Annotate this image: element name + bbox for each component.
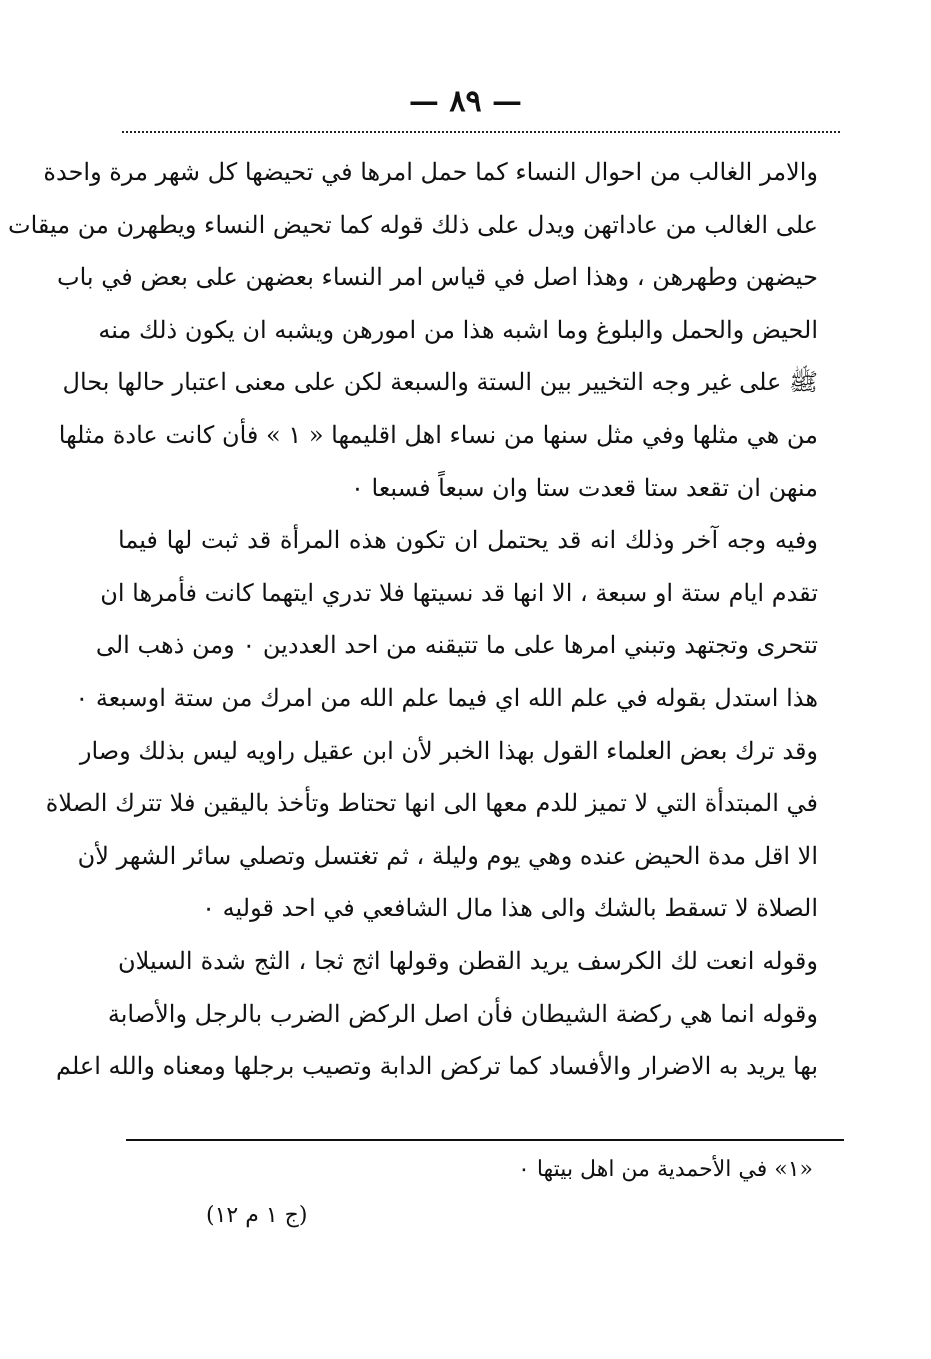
text-line: ﷺ على غير وجه التخيير بين الستة والسبعة لكن على معنى اعتبار حالها بحال [62,368,818,397]
text-line: وقوله انعت لك الكرسف يريد القطن وقولها اثج ثجا ، الثج شدة السيلان [118,946,818,975]
text-line: من هي مثلها وفي مثل سنها من نساء اهل اقليمها « ١ » فأن كانت عادة مثلها [58,420,818,449]
text-line: الا اقل مدة الحيض عنده وهي يوم وليلة ، ثم تغتسل وتصلي سائر الشهر لأن [77,841,818,870]
text-line: وقوله انما هي ركضة الشيطان فأن اصل الركض الضرب بالرجل والأصابة [107,999,818,1028]
text-line: وفيه وجه آخر وذلك انه قد يحتمل ان تكون هذه المرأة قد ثبت لها فيما [118,526,818,555]
text-line: في المبتدأة التي لا تميز للدم معها الى انها تحتاط وتأخذ باليقين فلا تترك الصلاة [45,789,818,818]
text-line: منهن ان تقعد ستا قعدت ستا وان سبعاً فسبعا ٠ [351,473,818,502]
text-line: على الغالب من عاداتهن ويدل على ذلك قوله كما تحيض النساء ويطهرن من ميقات [8,210,818,239]
text-line: الحيض والحمل والبلوغ وما اشبه هذا من امورهن ويشبه ان يكون ذلك منه [98,315,818,344]
footnote: «١» في الأحمدية من اهل بيتها ٠ [518,1157,813,1182]
text-line: والامر الغالب من احوال النساء كما حمل امرها في تحيضها كل شهر مرة واحدة [43,158,818,186]
main-text [8,146,818,1093]
text-line: وقد ترك بعض العلماء القول بهذا الخبر لأن ابن عقيل راويه ليس بذلك وصار [79,736,818,765]
text-line: هذا استدل بقوله في علم الله اي فيما علم الله من امرك من ستة اوسبعة ٠ [75,683,818,712]
signature-mark: (ج ١ م ١٢) [206,1203,308,1228]
page-number: — ٨٩ — [408,84,523,119]
text-line: تقدم ايام ستة او سبعة ، الا انها قد نسيتها فلا تدري ايتهما كانت فأمرها ان [100,578,818,607]
text-line: تتحرى وتجتهد وتبني امرها على ما تتيقنه من احد العددين ٠ ومن ذهب الى [95,631,818,660]
footnote-divider [126,1139,844,1141]
text-line: حيضهن وطهرهن ، وهذا اصل في قياس امر النساء بعضهن على بعض في باب [57,263,818,292]
text-line: الصلاة لا تسقط بالشك والى هذا مال الشافعي في احد قوليه ٠ [202,894,818,923]
header-divider [122,131,840,133]
text-line: بها يريد به الاضرار والأفساد كما تركض الدابة وتصيب برجلها ومعناه والله اعلم [56,1052,818,1081]
